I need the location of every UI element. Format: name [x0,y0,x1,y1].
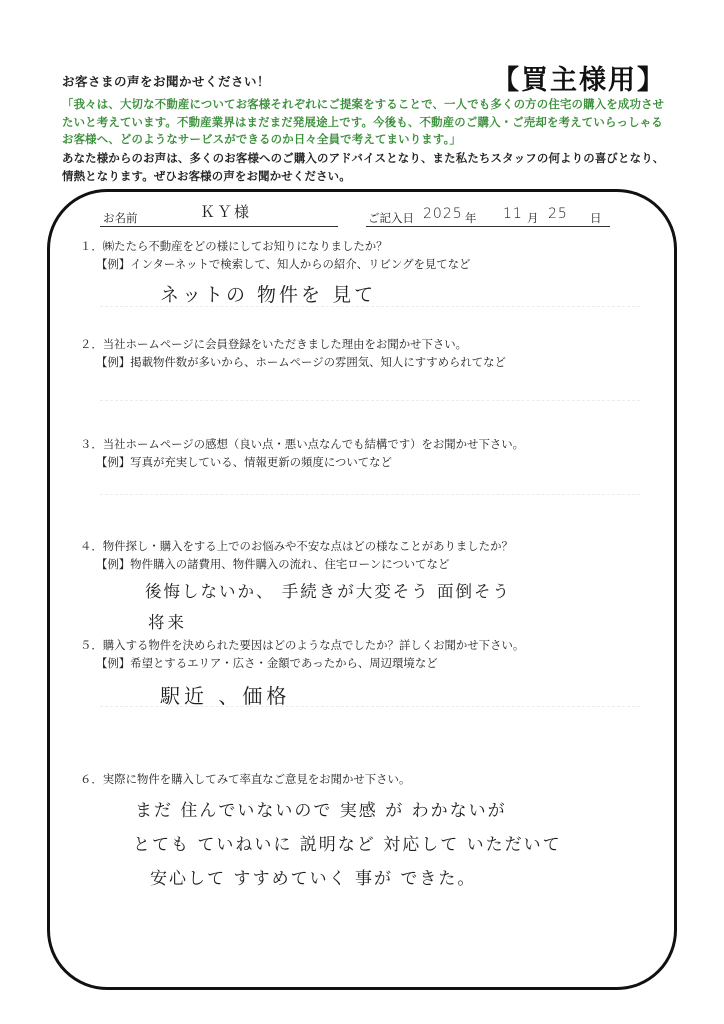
answer-1-line-1: ネットの 物件を 見て [160,284,377,306]
answer-rule [100,494,640,495]
example-3: 【例】写真が充実している、情報更新の頻度についてなど [96,455,392,469]
name-label: お名前 [103,211,138,225]
answer-rule [100,400,640,401]
name-value: ＫＹ様 [200,203,252,221]
company-message: 「我々は、大切な不動産についてお客様それぞれにご提案をすることで、一人でも多くの方の住宅の購入を成功させたいと考えています。不動産業界はまだまだ発展途上です。今後も、不動産のご購入・ご売却を考えていらっしゃるお客様へ、どのようなサービスができるのか日々全員で考えてまいります。」 [62,97,665,146]
month-unit: 月 [527,211,539,225]
date-label: ご記入日 [368,211,414,225]
example-2: 【例】掲載物件数が多いから、ホームページの雰囲気、知人にすすめられてなど [96,355,506,369]
form-type-label: 【買主様用】 [492,65,666,96]
question-5: ５．購入する物件を決められた要因はどのような点でしたか？詳しくお聞かせ下さい。 [80,638,525,652]
answer-4-line-1: 後悔しないか、 手続きが大変そう 面倒そう [145,582,511,601]
month-value: 11 [503,206,523,222]
answer-rule [100,706,640,707]
question-3: ３．当社ホームページの感想（良い点・悪い点なんでも結構です）をお聞かせ下さい。 [80,437,525,451]
request-message: あなた様からのお声は、多くのお客様へのご購入のアドバイスとなり、また私たちスタッフの何よりの喜びとなり、情熱となります。ぜひお客様の声をお聞かせください。 [62,151,665,183]
answer-rule [100,306,640,307]
example-4: 【例】物件購入の諸費用、物件購入の流れ、住宅ローンについてなど [96,557,450,571]
day-value: 25 [548,206,568,222]
year-value: 2025 [423,206,463,222]
question-6: ６．実際に物件を購入してみて率直なご意見をお聞かせ下さい。 [80,772,411,786]
day-unit: 日 [590,211,602,225]
year-unit: 年 [465,211,477,225]
answer-5-line-1: 駅近 、価格 [160,684,291,708]
example-1: 【例】インターネットで検索して、知人からの紹介、リビングを見てなど [96,257,471,271]
question-2: ２．当社ホームページに会員登録をいただきました理由をお聞かせ下さい。 [80,337,468,351]
question-4: ４．物件探し・購入をする上でのお悩みや不安な点はどの様なことがありましたか？ [80,539,513,553]
answer-6-line-3: 安心して すすめていく 事が できた。 [150,869,477,889]
answer-6-line-2: とても ていねいに 説明など 対応して いただいて [133,835,562,855]
survey-heading: お客さまの声をお聞かせください！ [62,74,271,89]
example-5: 【例】希望とするエリア・広さ・金額であったから、周辺環境など [96,656,438,670]
question-1: １．㈱たたら不動産をどの様にしてお知りになりましたか？ [80,239,388,253]
date-underline [366,226,610,227]
answer-6-line-1: まだ 住んでいないので 実感 が わかないが [135,801,507,821]
name-underline [100,226,338,227]
answer-4-line-2: 将来 [148,613,187,632]
